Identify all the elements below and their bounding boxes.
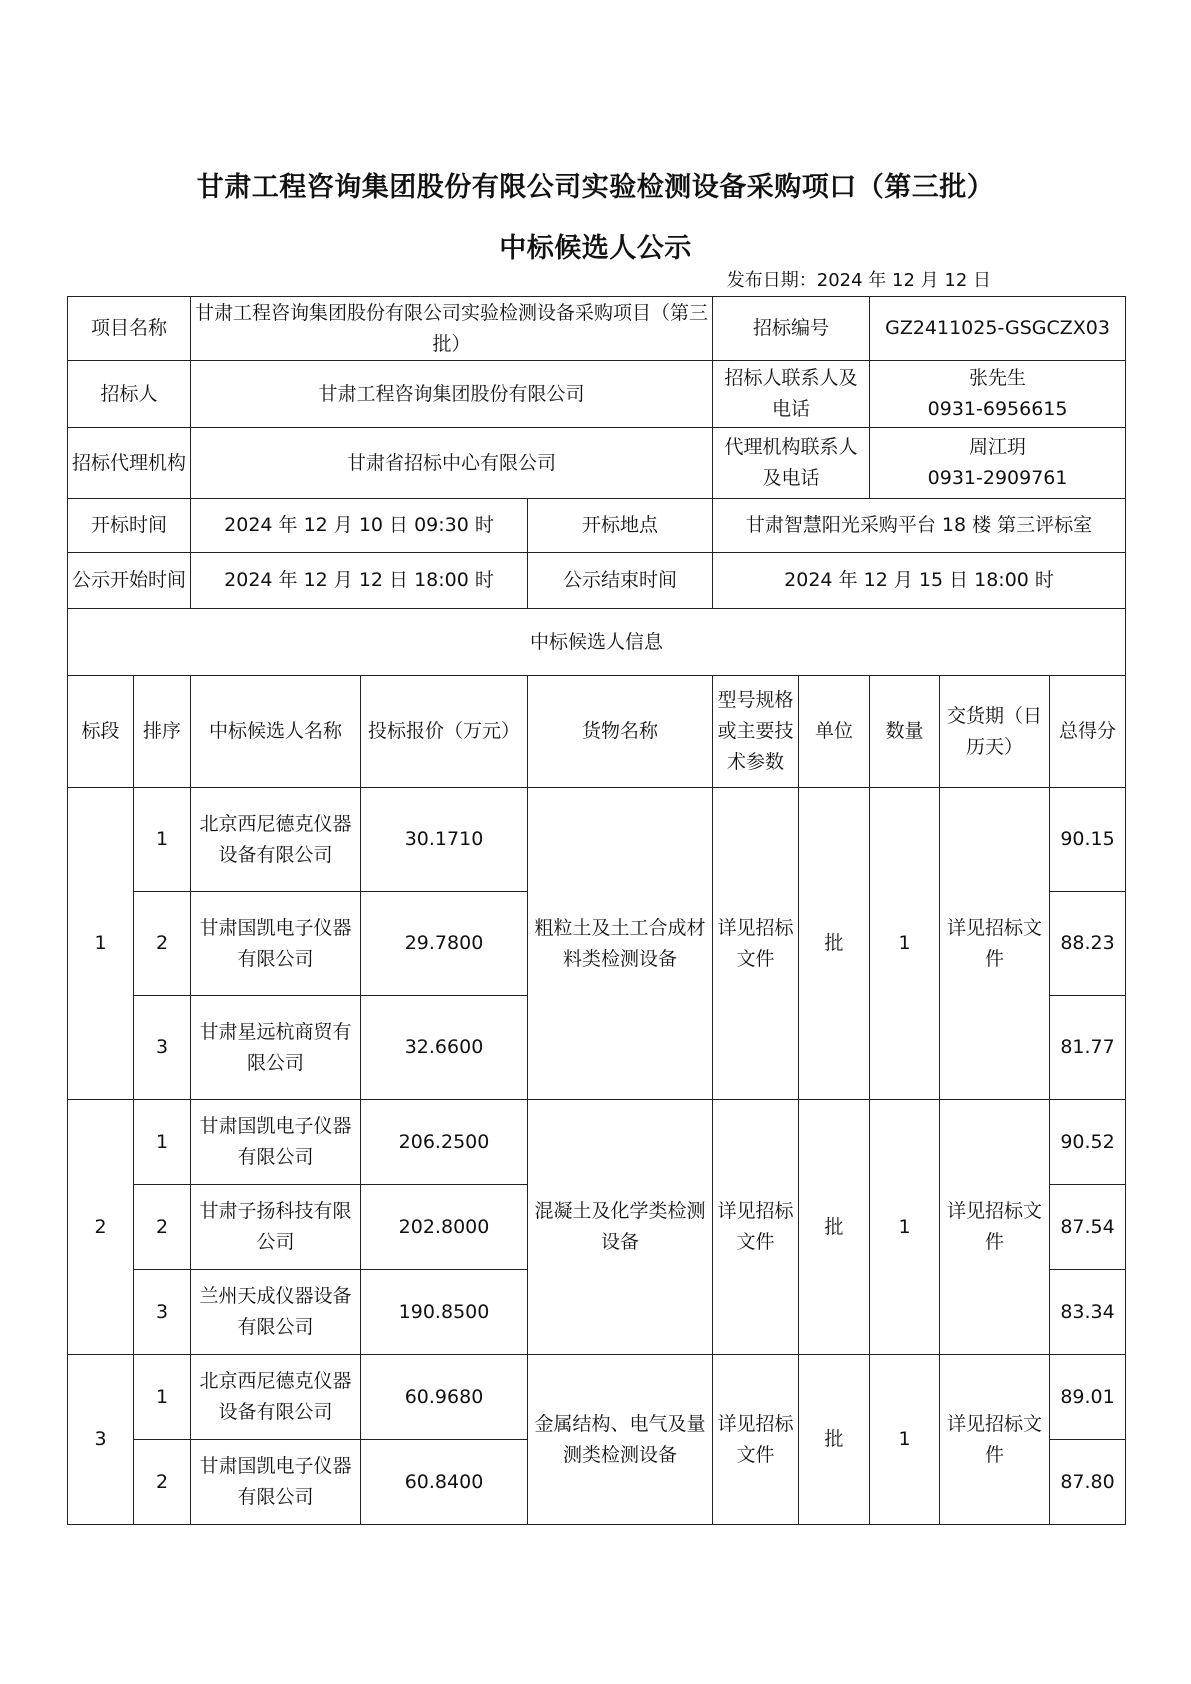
- open-time-label: 开标时间: [68, 499, 191, 553]
- col-delivery: 交货期（日历天）: [940, 676, 1050, 788]
- candidate-name: 甘肃国凯电子仪器有限公司: [191, 892, 361, 996]
- unit: 批: [799, 1355, 870, 1525]
- candidate-rank: 3: [134, 996, 191, 1100]
- col-spec: 型号规格或主要技术参数: [713, 676, 799, 788]
- tenderer-label: 招标人: [68, 361, 191, 428]
- candidate-price: 60.9680: [361, 1355, 528, 1440]
- candidate-score: 88.23: [1050, 892, 1126, 996]
- agency-contact-label: 代理机构联系人及电话: [713, 428, 870, 499]
- candidate-rank: 1: [134, 1355, 191, 1440]
- project-name: 甘肃工程咨询集团股份有限公司实验检测设备采购项目（第三批）: [191, 297, 713, 361]
- candidate-rank: 2: [134, 1185, 191, 1270]
- publish-date-value: 2024 年 12 月 12 日: [816, 270, 991, 291]
- row-candidates-title: [68, 609, 1126, 676]
- notice-start: 2024 年 12 月 12 日 18:00 时: [191, 553, 528, 609]
- notice-start-label: 公示开始时间: [68, 553, 191, 609]
- tenderer-contact-name: 张先生: [969, 367, 1027, 389]
- quantity: 1: [870, 788, 940, 1100]
- lot-number: 3: [68, 1355, 134, 1525]
- spec: 详见招标文件: [713, 1100, 799, 1355]
- bid-no-label: 招标编号: [713, 297, 870, 361]
- goods-name: 粗粒土及土工合成材料类检测设备: [528, 788, 713, 1100]
- candidate-price: 202.8000: [361, 1185, 528, 1270]
- tenderer-contact: [870, 361, 1126, 428]
- quantity: 1: [870, 1100, 940, 1355]
- candidate-name: 甘肃国凯电子仪器有限公司: [191, 1100, 361, 1185]
- col-score: 总得分: [1050, 676, 1126, 788]
- candidate-name: 甘肃国凯电子仪器有限公司: [191, 1440, 361, 1525]
- agency-contact: [870, 428, 1126, 499]
- candidate-score: 83.34: [1050, 1270, 1126, 1355]
- col-name: 中标候选人名称: [191, 676, 361, 788]
- row-tenderer: [68, 361, 1126, 428]
- spec: 详见招标文件: [713, 1355, 799, 1525]
- col-qty: 数量: [870, 676, 940, 788]
- candidate-score: 90.52: [1050, 1100, 1126, 1185]
- notice-end-label: 公示结束时间: [528, 553, 713, 609]
- candidate-price: 60.8400: [361, 1440, 528, 1525]
- agency: 甘肃省招标中心有限公司: [191, 428, 713, 499]
- candidate-name: 甘肃子扬科技有限公司: [191, 1185, 361, 1270]
- table-row: [68, 1355, 1126, 1440]
- publish-date-label: 发布日期：: [726, 270, 817, 291]
- candidate-score: 89.01: [1050, 1355, 1126, 1440]
- open-time: 2024 年 12 月 10 日 09:30 时: [191, 499, 528, 553]
- row-project: [68, 297, 1126, 361]
- col-lot: 标段: [68, 676, 134, 788]
- document-subtitle: 中标候选人公示: [499, 233, 692, 264]
- unit: 批: [799, 1100, 870, 1355]
- agency-contact-phone: 0931-2909761: [927, 467, 1068, 489]
- candidates-title: 中标候选人信息: [68, 609, 1126, 676]
- table-row: [68, 1100, 1126, 1185]
- document-title: 甘肃工程咨询集团股份有限公司实验检测设备采购项口（第三批）: [196, 172, 995, 203]
- delivery: 详见招标文件: [940, 1355, 1050, 1525]
- agency-label: 招标代理机构: [68, 428, 191, 499]
- spec: 详见招标文件: [713, 788, 799, 1100]
- agency-contact-name: 周江玥: [969, 436, 1027, 458]
- candidate-name: 兰州天成仪器设备有限公司: [191, 1270, 361, 1355]
- tenderer-contact-phone: 0931-6956615: [927, 398, 1068, 420]
- candidate-rank: 1: [134, 788, 191, 892]
- candidate-rank: 2: [134, 1440, 191, 1525]
- open-place-label: 开标地点: [528, 499, 713, 553]
- quantity: 1: [870, 1355, 940, 1525]
- candidate-price: 30.1710: [361, 788, 528, 892]
- candidate-rank: 3: [134, 1270, 191, 1355]
- goods-name: 金属结构、电气及量测类检测设备: [528, 1355, 713, 1525]
- lot-number: 1: [68, 788, 134, 1100]
- candidate-score: 87.80: [1050, 1440, 1126, 1525]
- publish-date: [727, 266, 991, 292]
- col-price: 投标报价（万元）: [361, 676, 528, 788]
- bid-no: GZ2411025-GSGCZX03: [870, 297, 1126, 361]
- candidate-name: 甘肃星远杭商贸有限公司: [191, 996, 361, 1100]
- delivery: 详见招标文件: [940, 1100, 1050, 1355]
- goods-name: 混凝土及化学类检测设备: [528, 1100, 713, 1355]
- unit: 批: [799, 788, 870, 1100]
- tenderer: 甘肃工程咨询集团股份有限公司: [191, 361, 713, 428]
- col-unit: 单位: [799, 676, 870, 788]
- open-place: 甘肃智慧阳光采购平台 18 楼 第三评标室: [713, 499, 1126, 553]
- delivery: 详见招标文件: [940, 788, 1050, 1100]
- candidate-price: 29.7800: [361, 892, 528, 996]
- row-open: [68, 499, 1126, 553]
- col-rank: 排序: [134, 676, 191, 788]
- candidate-rank: 1: [134, 1100, 191, 1185]
- candidate-price: 190.8500: [361, 1270, 528, 1355]
- notice-end: 2024 年 12 月 15 日 18:00 时: [713, 553, 1126, 609]
- candidate-score: 81.77: [1050, 996, 1126, 1100]
- table-row: [68, 788, 1126, 892]
- candidate-score: 87.54: [1050, 1185, 1126, 1270]
- project-name-label: 项目名称: [68, 297, 191, 361]
- tenderer-contact-label: 招标人联系人及电话: [713, 361, 870, 428]
- candidate-price: 206.2500: [361, 1100, 528, 1185]
- row-agency: [68, 428, 1126, 499]
- candidate-rank: 2: [134, 892, 191, 996]
- row-notice-period: [68, 553, 1126, 609]
- col-goods: 货物名称: [528, 676, 713, 788]
- notice-table: [67, 296, 1126, 1525]
- candidate-price: 32.6600: [361, 996, 528, 1100]
- candidate-name: 北京西尼德克仪器设备有限公司: [191, 788, 361, 892]
- candidates-header-row: [68, 676, 1126, 788]
- lot-number: 2: [68, 1100, 134, 1355]
- candidate-score: 90.15: [1050, 788, 1126, 892]
- candidate-name: 北京西尼德克仪器设备有限公司: [191, 1355, 361, 1440]
